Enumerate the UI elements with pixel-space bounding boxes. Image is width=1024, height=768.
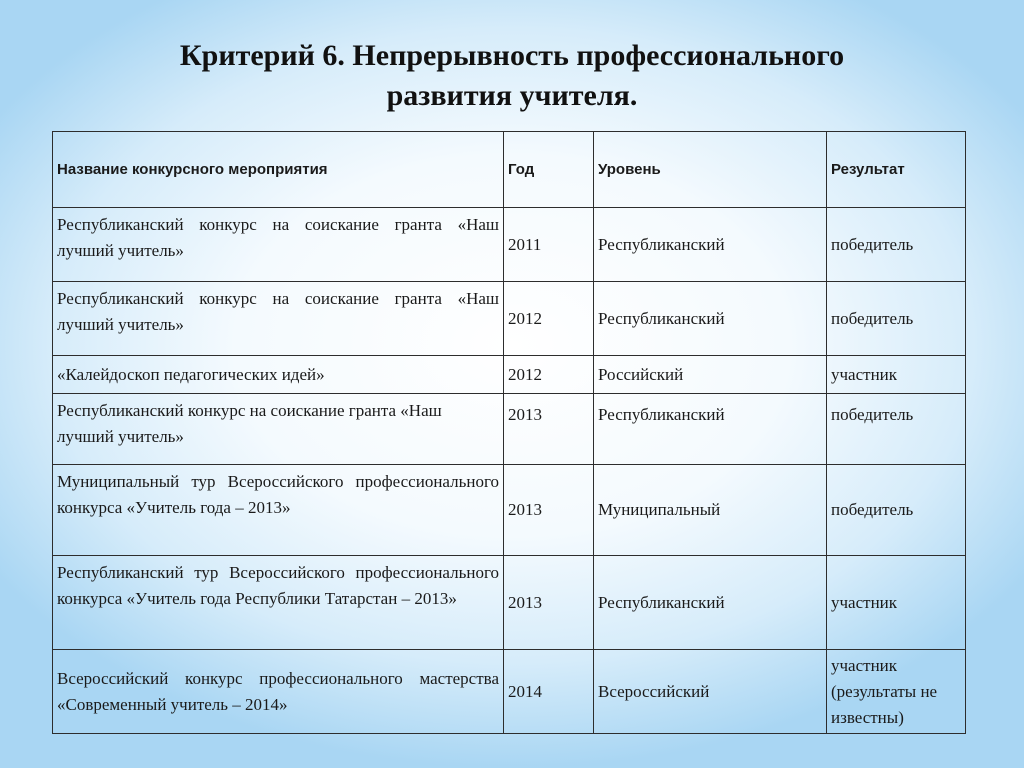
cell-name: «Калейдоскоп педагогических идей» (53, 356, 504, 394)
cell-year: 2013 (504, 465, 594, 556)
cell-level: Муниципальный (594, 465, 827, 556)
cell-level: Республиканский (594, 556, 827, 650)
cell-result: участник (827, 356, 966, 394)
cell-result: победитель (827, 208, 966, 282)
cell-name: Республиканский конкурс на соискание гранта «Наш лучший учитель» (53, 282, 504, 356)
header-level: Уровень (594, 132, 827, 208)
cell-result: победитель (827, 394, 966, 465)
cell-year: 2013 (504, 556, 594, 650)
table-row (53, 282, 966, 356)
cell-year: 2012 (504, 356, 594, 394)
cell-year: 2014 (504, 650, 594, 734)
cell-name: Республиканский тур Всероссийского профессионального конкурса «Учитель года Республики Татарстан – 2013» (53, 556, 504, 650)
table-row (53, 465, 966, 556)
cell-year: 2013 (504, 394, 594, 465)
cell-level: Республиканский (594, 282, 827, 356)
page-title (0, 36, 1024, 116)
cell-name: Всероссийский конкурс профессионального мастерства «Современный учитель – 2014» (53, 650, 504, 734)
table-row (53, 650, 966, 734)
cell-result: участник (827, 556, 966, 650)
cell-result: победитель (827, 465, 966, 556)
table-row (53, 394, 966, 465)
cell-level: Всероссийский (594, 650, 827, 734)
table-header-row (53, 132, 966, 208)
header-result: Результат (827, 132, 966, 208)
cell-level: Республиканский (594, 394, 827, 465)
table-row (53, 556, 966, 650)
page-title-line-1: Критерий 6. Непрерывность профессионального (179, 39, 845, 72)
header-year: Год (504, 132, 594, 208)
cell-result: победитель (827, 282, 966, 356)
table-row (53, 356, 966, 394)
table-row (53, 208, 966, 282)
cell-year: 2011 (504, 208, 594, 282)
header-name: Название конкурсного мероприятия (53, 132, 504, 208)
cell-name: Муниципальный тур Всероссийского профессионального конкурса «Учитель года – 2013» (53, 465, 504, 556)
cell-level: Республиканский (594, 208, 827, 282)
page-title-line-2: развития учителя. (386, 79, 638, 112)
cell-name: Республиканский конкурс на соискание гранта «Наш лучший учитель» (53, 394, 504, 465)
competitions-table (52, 131, 966, 734)
cell-year: 2012 (504, 282, 594, 356)
cell-result: участник (результаты не известны) (827, 650, 966, 734)
cell-level: Российский (594, 356, 827, 394)
cell-name: Республиканский конкурс на соискание гранта «Наш лучший учитель» (53, 208, 504, 282)
